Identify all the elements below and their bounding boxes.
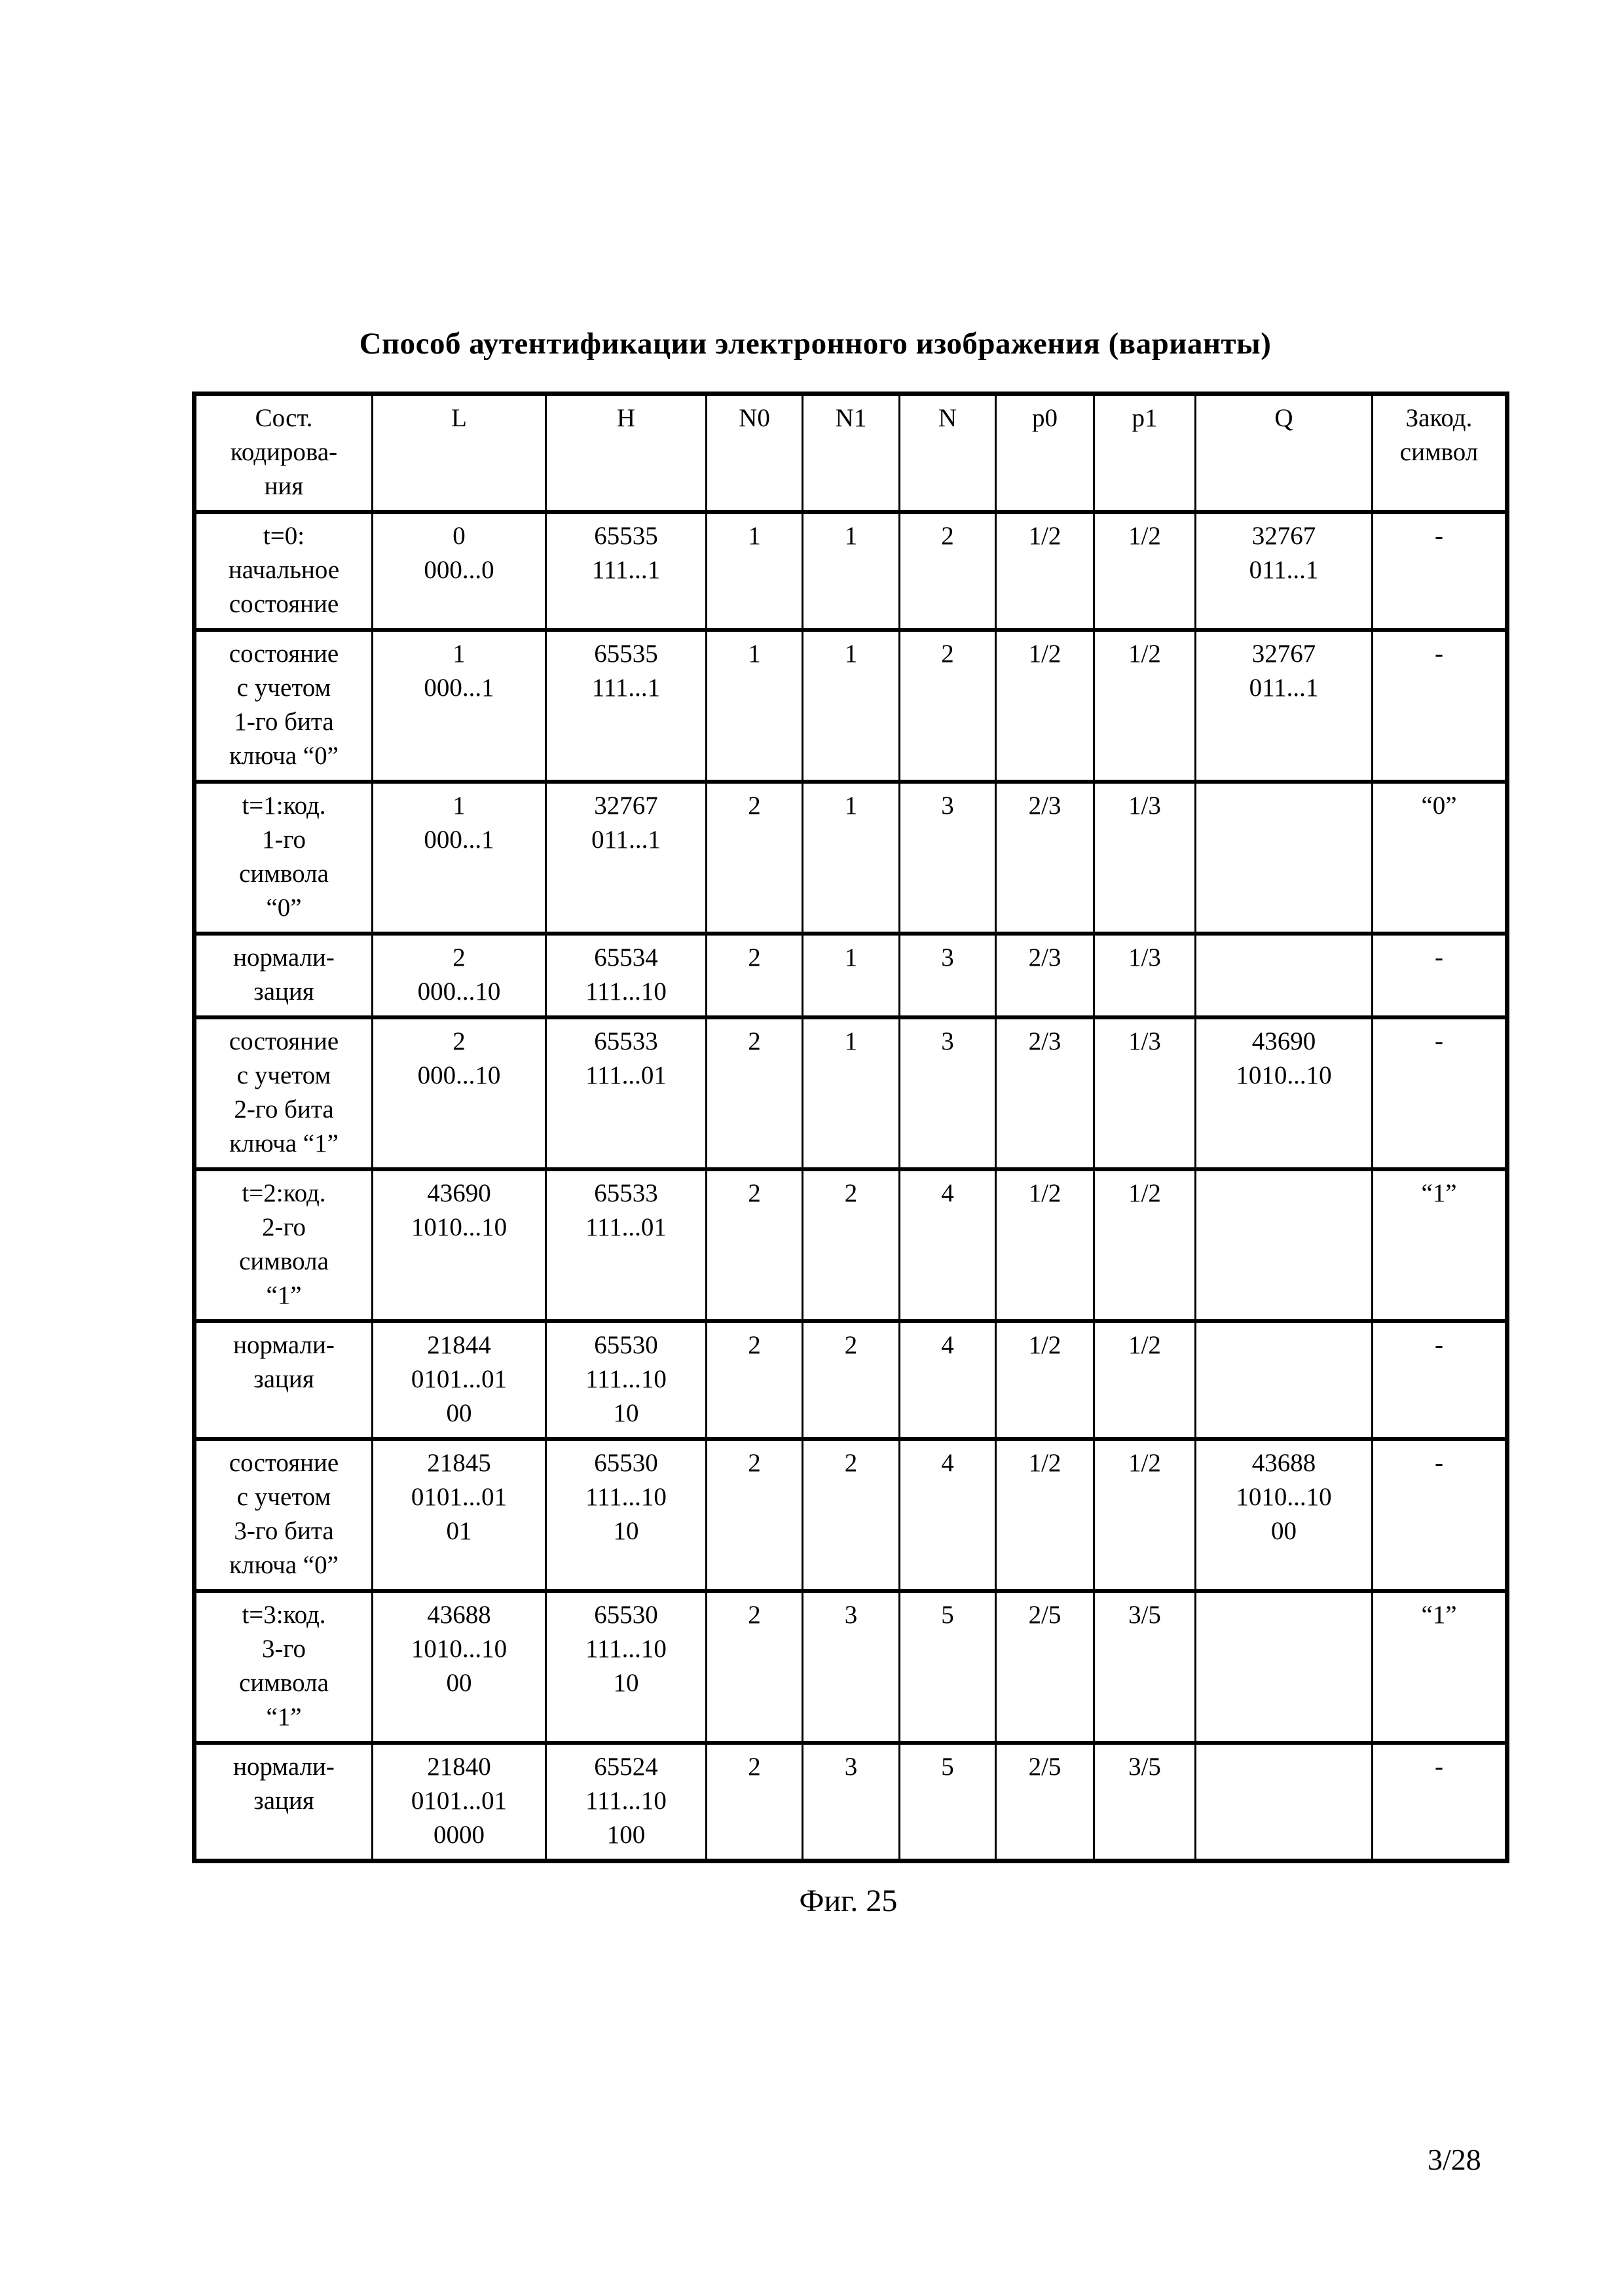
table-cell: 1: [803, 934, 900, 1017]
table-cell: t=2:код. 2-го символа “1”: [194, 1169, 373, 1321]
table-cell: 2: [900, 630, 996, 782]
column-header: N1: [803, 394, 900, 513]
table-cell: 65535 111...1: [546, 630, 707, 782]
table-cell: 1/3: [1094, 1017, 1196, 1169]
column-header: N0: [707, 394, 803, 513]
table-cell: 1/3: [1094, 934, 1196, 1017]
state-table: [192, 392, 1509, 1863]
table-cell: 2: [707, 1169, 803, 1321]
table-cell: нормали- зация: [194, 1321, 373, 1439]
table-cell: состояние с учетом 2-го бита ключа “1”: [194, 1017, 373, 1169]
table-cell: 2/5: [996, 1591, 1094, 1743]
table-cell: 2: [803, 1169, 900, 1321]
table-row: [194, 1743, 1507, 1861]
table-cell: -: [1373, 1017, 1507, 1169]
table-cell: 2: [707, 1591, 803, 1743]
table-cell: 2: [803, 1439, 900, 1591]
table-cell: 2: [803, 1321, 900, 1439]
table-cell: 3: [900, 782, 996, 934]
table-cell: 3/5: [1094, 1591, 1196, 1743]
table-cell: 21844 0101...01 00: [373, 1321, 546, 1439]
table-cell: 32767 011...1: [1196, 630, 1373, 782]
table-cell: t=3:код. 3-го символа “1”: [194, 1591, 373, 1743]
table-container: [192, 392, 1505, 1919]
table-cell: -: [1373, 934, 1507, 1017]
table-cell: -: [1373, 630, 1507, 782]
table-cell: 3: [803, 1591, 900, 1743]
table-cell: 2 000...10: [373, 1017, 546, 1169]
table-cell: 2: [707, 1321, 803, 1439]
table-cell: 5: [900, 1591, 996, 1743]
table-cell: 2: [707, 934, 803, 1017]
table-cell: 1/2: [1094, 1321, 1196, 1439]
table-cell: -: [1373, 1321, 1507, 1439]
table-cell: 5: [900, 1743, 996, 1861]
table-cell: 32767 011...1: [1196, 512, 1373, 630]
table-cell: 65524 111...10 100: [546, 1743, 707, 1861]
table-cell: 4: [900, 1169, 996, 1321]
table-row: [194, 1439, 1507, 1591]
table-cell: 1/2: [996, 1439, 1094, 1591]
table-row: [194, 512, 1507, 630]
table-cell: 3: [900, 1017, 996, 1169]
table-cell: “1”: [1373, 1591, 1507, 1743]
table-cell: 21840 0101...01 0000: [373, 1743, 546, 1861]
table-cell: 65533 111...01: [546, 1169, 707, 1321]
table-cell: “1”: [1373, 1169, 1507, 1321]
table-header-row: [194, 394, 1507, 513]
table-cell: 43688 1010...10 00: [1196, 1439, 1373, 1591]
table-row: [194, 1591, 1507, 1743]
column-header: Сост. кодирова- ния: [194, 394, 373, 513]
table-cell: 2: [707, 1017, 803, 1169]
column-header: N: [900, 394, 996, 513]
table-cell: 3: [900, 934, 996, 1017]
table-row: [194, 782, 1507, 934]
table-cell: [1196, 782, 1373, 934]
table-cell: нормали- зация: [194, 934, 373, 1017]
table-cell: 1: [707, 512, 803, 630]
table-cell: 1 000...1: [373, 630, 546, 782]
table-cell: 3/5: [1094, 1743, 1196, 1861]
table-cell: 2: [707, 1743, 803, 1861]
table-cell: -: [1373, 1743, 1507, 1861]
table-cell: 65535 111...1: [546, 512, 707, 630]
table-cell: [1196, 1743, 1373, 1861]
table-cell: [1196, 934, 1373, 1017]
table-cell: t=0: начальное состояние: [194, 512, 373, 630]
table-cell: 1/2: [996, 1169, 1094, 1321]
table-cell: 1/2: [1094, 630, 1196, 782]
column-header: p1: [1094, 394, 1196, 513]
table-cell: 2: [707, 1439, 803, 1591]
table-cell: 1 000...1: [373, 782, 546, 934]
table-cell: 2/3: [996, 934, 1094, 1017]
table-cell: 43690 1010...10: [1196, 1017, 1373, 1169]
table-cell: 43688 1010...10 00: [373, 1591, 546, 1743]
column-header: Q: [1196, 394, 1373, 513]
column-header: H: [546, 394, 707, 513]
table-row: [194, 1017, 1507, 1169]
page-title: Способ аутентификации электронного изображения (варианты): [359, 327, 1272, 361]
table-cell: t=1:код. 1-го символа “0”: [194, 782, 373, 934]
table-cell: 2: [707, 782, 803, 934]
table-cell: 21845 0101...01 01: [373, 1439, 546, 1591]
table-cell: 1/2: [996, 1321, 1094, 1439]
table-cell: 2/3: [996, 1017, 1094, 1169]
table-cell: 4: [900, 1439, 996, 1591]
table-cell: 1/3: [1094, 782, 1196, 934]
table-cell: -: [1373, 1439, 1507, 1591]
table-cell: 1: [803, 512, 900, 630]
table-cell: 65530 111...10 10: [546, 1591, 707, 1743]
table-cell: 1/2: [996, 512, 1094, 630]
table-body: [194, 512, 1507, 1861]
table-cell: “0”: [1373, 782, 1507, 934]
table-cell: 65530 111...10 10: [546, 1439, 707, 1591]
table-row: [194, 1321, 1507, 1439]
table-cell: -: [1373, 512, 1507, 630]
table-cell: 1: [803, 630, 900, 782]
table-row: [194, 934, 1507, 1017]
column-header: L: [373, 394, 546, 513]
table-cell: 1/2: [996, 630, 1094, 782]
table-cell: 1: [803, 1017, 900, 1169]
table-cell: состояние с учетом 3-го бита ключа “0”: [194, 1439, 373, 1591]
table-cell: 43690 1010...10: [373, 1169, 546, 1321]
table-cell: 0 000...0: [373, 512, 546, 630]
table-cell: [1196, 1591, 1373, 1743]
table-cell: состояние с учетом 1-го бита ключа “0”: [194, 630, 373, 782]
table-cell: 1: [707, 630, 803, 782]
table-cell: 65533 111...01: [546, 1017, 707, 1169]
table-cell: 1/2: [1094, 1169, 1196, 1321]
page-number: 3/28: [1428, 2143, 1481, 2176]
table-cell: 1/2: [1094, 1439, 1196, 1591]
column-header: Закод. символ: [1373, 394, 1507, 513]
table-cell: нормали- зация: [194, 1743, 373, 1861]
table-row: [194, 630, 1507, 782]
figure-caption: Фиг. 25: [799, 1884, 898, 1918]
column-header: p0: [996, 394, 1094, 513]
table-cell: [1196, 1321, 1373, 1439]
table-cell: 2: [900, 512, 996, 630]
table-cell: 32767 011...1: [546, 782, 707, 934]
table-cell: 3: [803, 1743, 900, 1861]
table-cell: 65534 111...10: [546, 934, 707, 1017]
table-cell: 4: [900, 1321, 996, 1439]
table-cell: 65530 111...10 10: [546, 1321, 707, 1439]
table-cell: [1196, 1169, 1373, 1321]
table-row: [194, 1169, 1507, 1321]
table-cell: 2/5: [996, 1743, 1094, 1861]
table-cell: 1: [803, 782, 900, 934]
table-cell: 1/2: [1094, 512, 1196, 630]
table-cell: 2/3: [996, 782, 1094, 934]
table-cell: 2 000...10: [373, 934, 546, 1017]
